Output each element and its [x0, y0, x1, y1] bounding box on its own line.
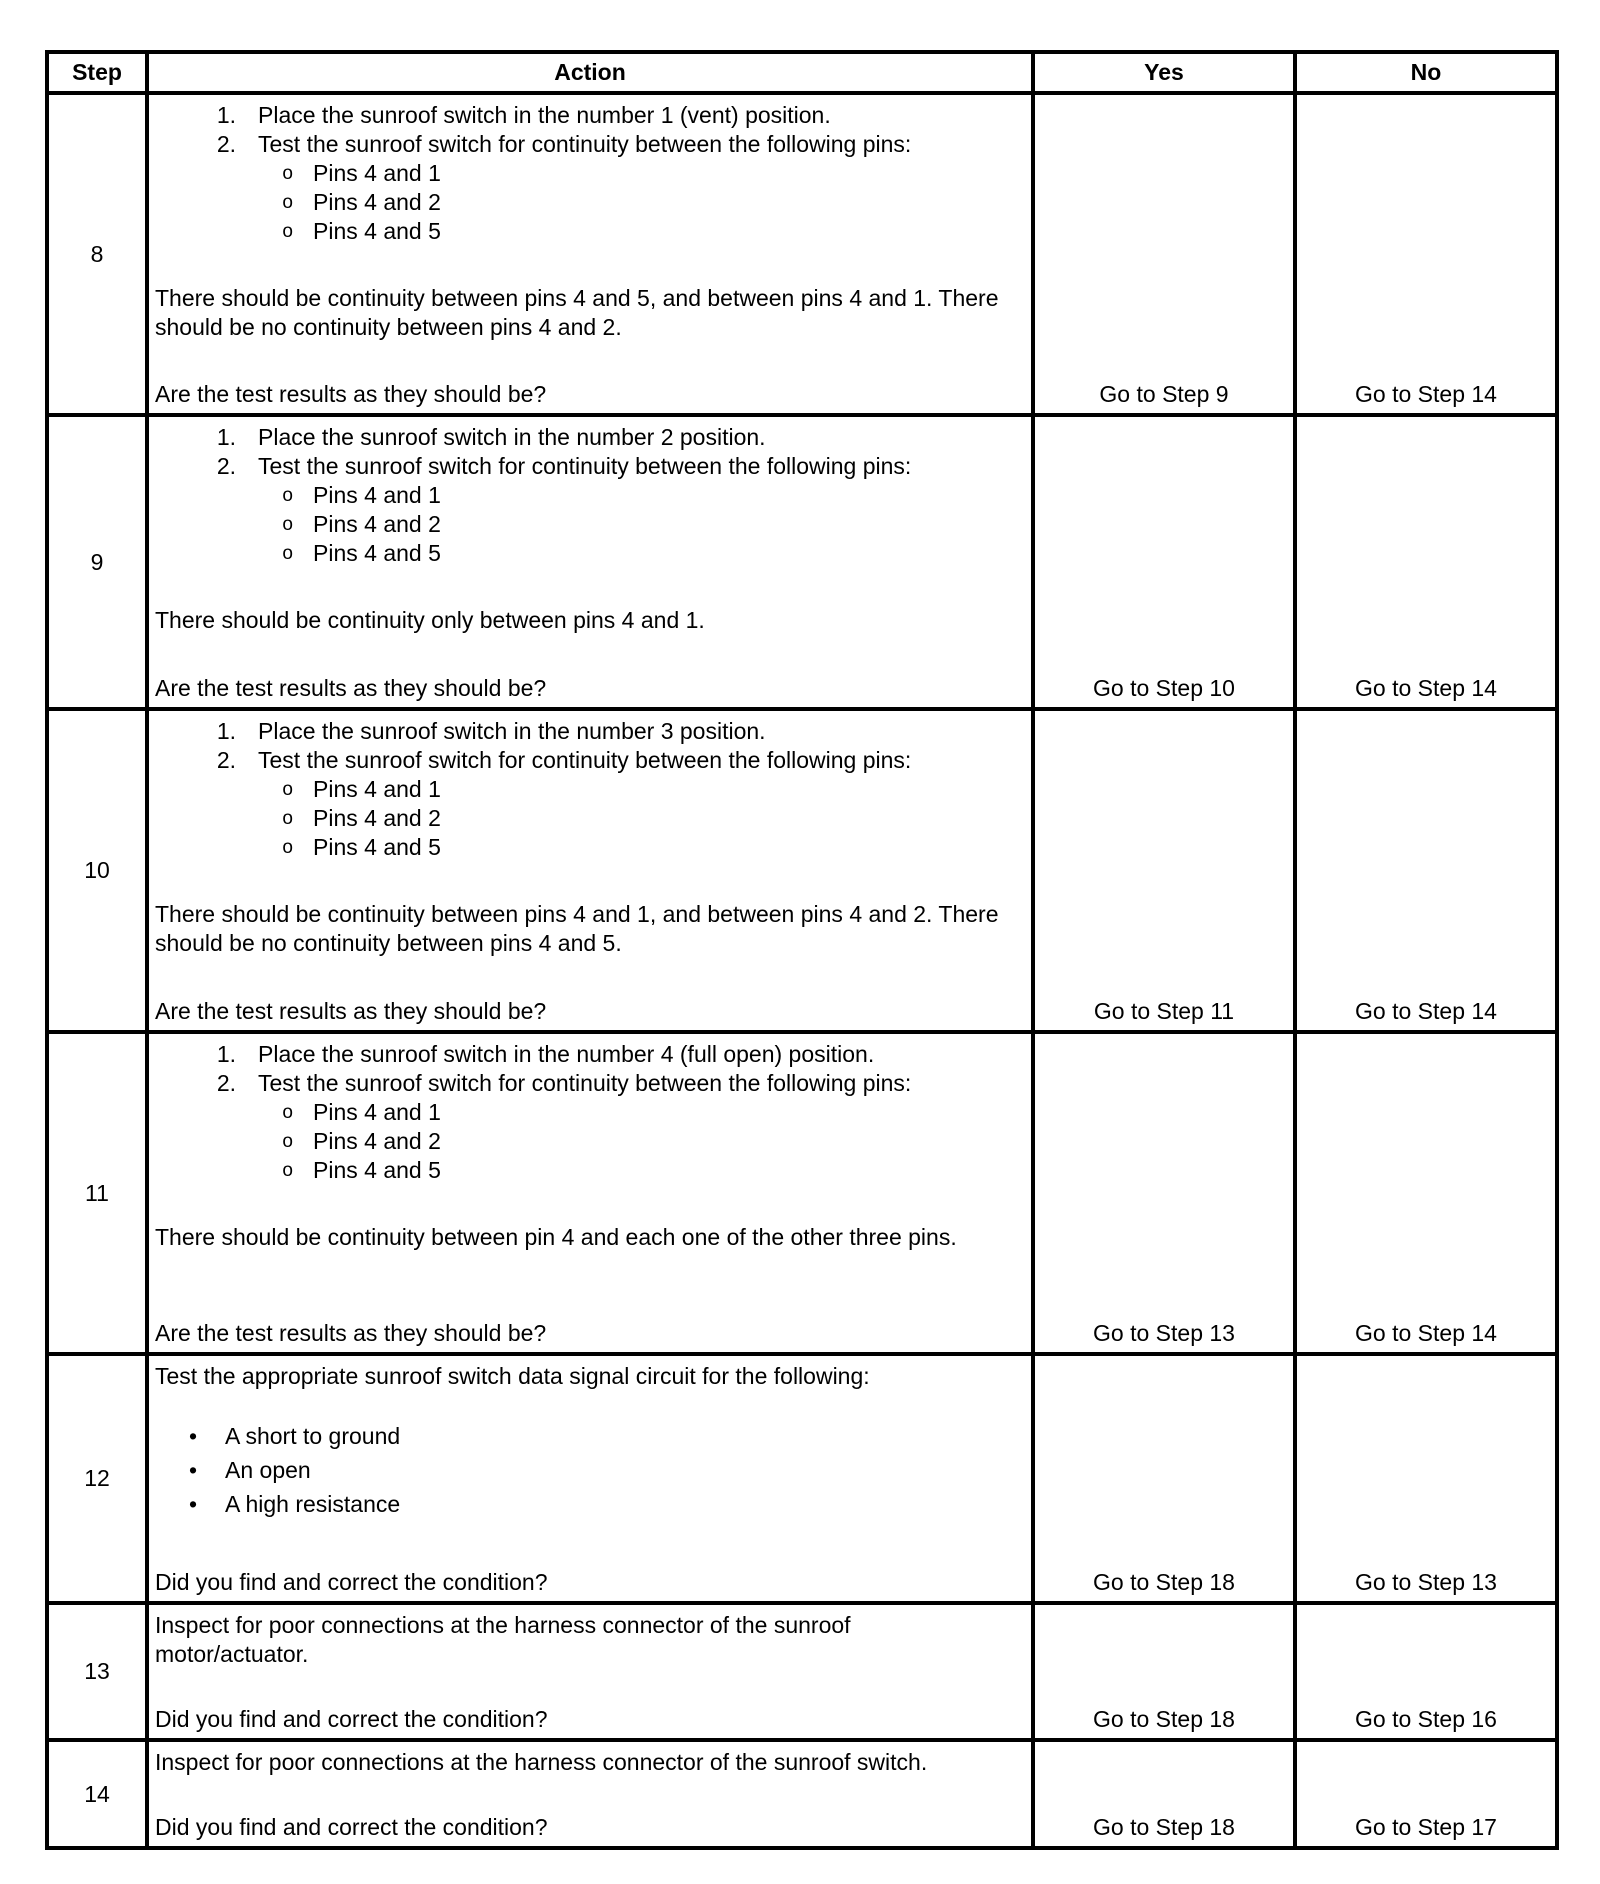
yes-answer: Go to Step 13 [1093, 1320, 1235, 1346]
table-row [47, 1032, 1557, 1354]
action-cell [147, 415, 1033, 709]
action-intro: Inspect for poor connections at the harness connector of the sunroof motor/actuator. [155, 1612, 851, 1667]
numbered-item: 1. Place the sunroof switch in the number 3 position. [216, 718, 766, 744]
step-number: 14 [47, 1740, 147, 1848]
no-answer: Go to Step 13 [1355, 1569, 1497, 1595]
table-row [47, 1354, 1557, 1603]
sub-item: o Pins 4 and 1 [282, 482, 441, 508]
yes-answer: Go to Step 10 [1093, 675, 1235, 701]
table-row [47, 1603, 1557, 1740]
question: Did you find and correct the condition? [155, 1706, 548, 1732]
yes-answer: Go to Step 18 [1093, 1569, 1235, 1595]
numbered-item: 2. Test the sunroof switch for continuity between the following pins: [216, 131, 912, 157]
numbered-item: 2. Test the sunroof switch for continuity between the following pins: [216, 1070, 912, 1096]
sub-item: o Pins 4 and 5 [282, 1157, 441, 1183]
numbered-item: 1. Place the sunroof switch in the number 2 position. [216, 424, 766, 450]
sub-item: o Pins 4 and 5 [282, 218, 441, 244]
action-cell [147, 93, 1033, 415]
no-answer: Go to Step 14 [1355, 675, 1497, 701]
step-number: 13 [47, 1603, 147, 1740]
numbered-item: 1. Place the sunroof switch in the number 1 (vent) position. [216, 102, 831, 128]
question: Are the test results as they should be? [155, 998, 547, 1024]
question: Did you find and correct the condition? [155, 1569, 548, 1595]
step-number: 11 [47, 1032, 147, 1354]
header-no: No [1295, 52, 1557, 93]
sub-item: o Pins 4 and 1 [282, 776, 441, 802]
action-cell [147, 1740, 1033, 1848]
no-answer: Go to Step 14 [1355, 381, 1497, 407]
step-number: 12 [47, 1354, 147, 1603]
action-cell [147, 1032, 1033, 1354]
diagnostic-table [45, 50, 1559, 1850]
action-cell [147, 709, 1033, 1032]
table-row [47, 415, 1557, 709]
step-number: 10 [47, 709, 147, 1032]
header-action: Action [147, 52, 1033, 93]
action-cell [147, 1354, 1033, 1603]
action-intro: Inspect for poor connections at the harness connector of the sunroof switch. [155, 1749, 928, 1775]
table-row [47, 93, 1557, 415]
question: Are the test results as they should be? [155, 381, 547, 407]
no-answer: Go to Step 17 [1355, 1814, 1497, 1840]
table-row [47, 1740, 1557, 1848]
action-intro: Test the appropriate sunroof switch data signal circuit for the following: [155, 1363, 870, 1389]
no-answer: Go to Step 14 [1355, 1320, 1497, 1346]
table-row [47, 709, 1557, 1032]
action-cell [147, 1603, 1033, 1740]
yes-answer: Go to Step 18 [1093, 1706, 1235, 1732]
no-answer: Go to Step 14 [1355, 998, 1497, 1024]
sub-item: o Pins 4 and 2 [282, 189, 441, 215]
sub-item: o Pins 4 and 2 [282, 1128, 441, 1154]
question: Are the test results as they should be? [155, 675, 547, 701]
step-number: 8 [47, 93, 147, 415]
header-yes: Yes [1033, 52, 1295, 93]
yes-answer: Go to Step 18 [1093, 1814, 1235, 1840]
sub-item: o Pins 4 and 2 [282, 805, 441, 831]
bullet-item: • An open [188, 1457, 311, 1483]
expected-result: There should be continuity only between pins 4 and 1. [155, 607, 705, 633]
bullet-item: • A short to ground [188, 1423, 401, 1449]
expected-result: There should be continuity between pins 4 and 1, and between pins 4 and 2. There should be no continuity between pins 4 and 5. [155, 901, 999, 956]
header-row [47, 52, 1557, 93]
numbered-item: 1. Place the sunroof switch in the number 4 (full open) position. [216, 1041, 875, 1067]
yes-answer: Go to Step 9 [1099, 381, 1229, 407]
no-answer: Go to Step 16 [1355, 1706, 1497, 1732]
sub-item: o Pins 4 and 1 [282, 1099, 441, 1125]
numbered-item: 2. Test the sunroof switch for continuity between the following pins: [216, 453, 912, 479]
step-number: 9 [47, 415, 147, 709]
sub-item: o Pins 4 and 5 [282, 540, 441, 566]
sub-item: o Pins 4 and 5 [282, 834, 441, 860]
bullet-item: • A high resistance [188, 1491, 401, 1517]
sub-item: o Pins 4 and 2 [282, 511, 441, 537]
expected-result: There should be continuity between pin 4 and each one of the other three pins. [155, 1224, 957, 1250]
question: Did you find and correct the condition? [155, 1814, 548, 1840]
numbered-item: 2. Test the sunroof switch for continuity between the following pins: [216, 747, 912, 773]
question: Are the test results as they should be? [155, 1320, 547, 1346]
yes-answer: Go to Step 11 [1093, 998, 1235, 1024]
expected-result: There should be continuity between pins 4 and 5, and between pins 4 and 1. There should be no continuity between pins 4 and 2. [155, 285, 999, 340]
header-step: Step [47, 52, 147, 93]
sub-item: o Pins 4 and 1 [282, 160, 441, 186]
